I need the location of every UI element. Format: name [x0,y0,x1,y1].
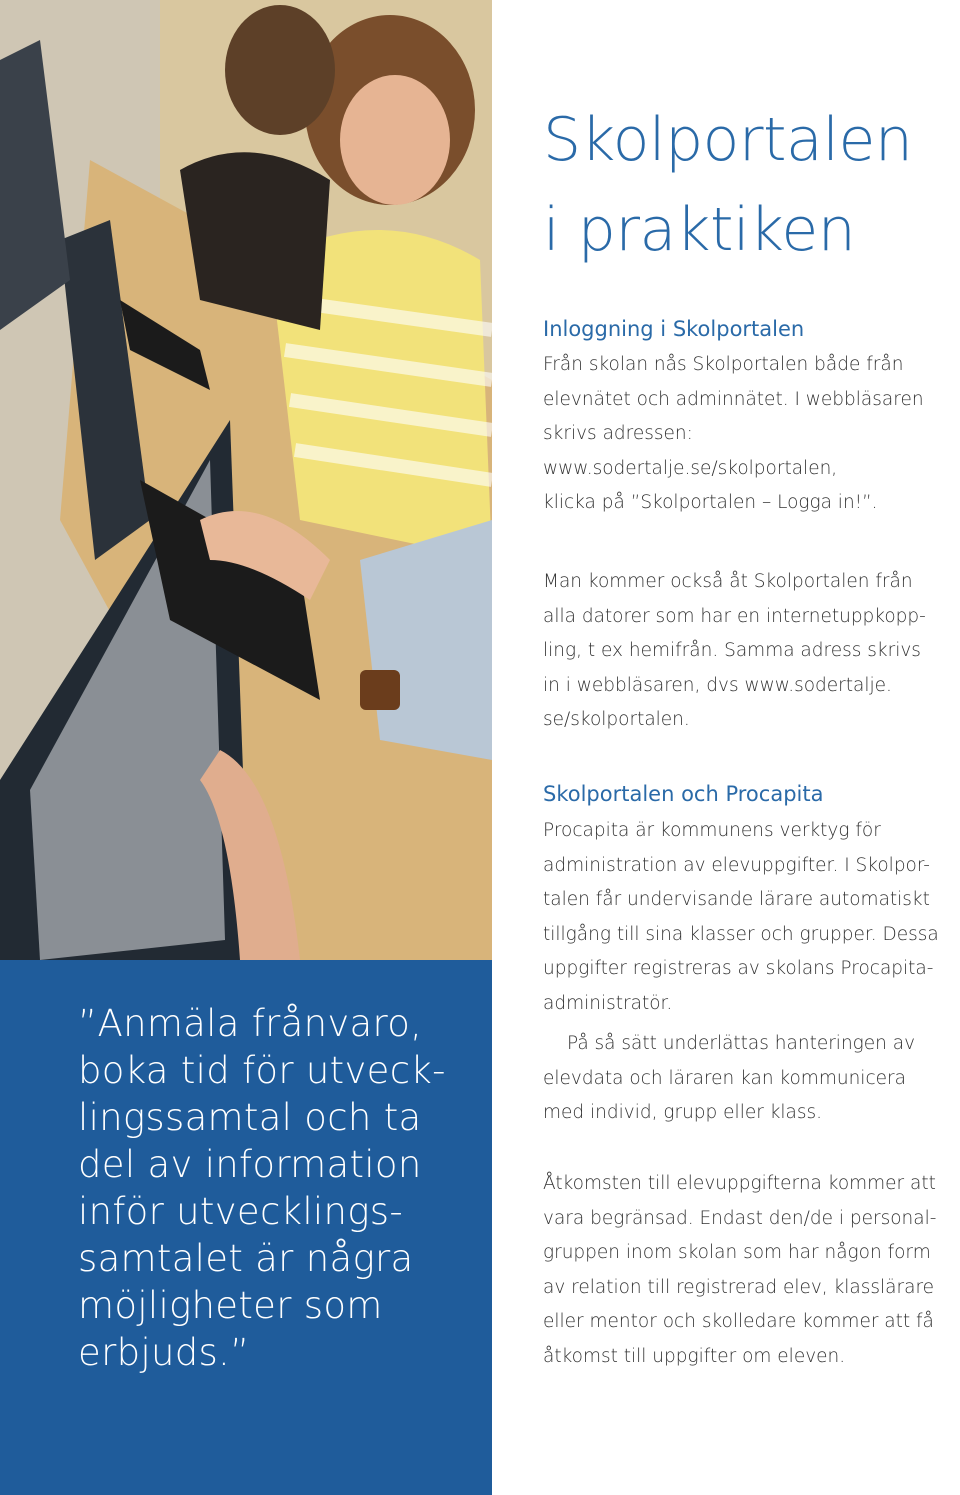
text-line: På så sätt underlättas hanteringen av [567,1033,916,1054]
text-line: Från skolan nås Skolportalen både från [543,354,904,375]
quote-line: möjligheter som [78,1284,383,1327]
pull-quote [78,1000,478,1376]
home-access-paragraph [543,565,953,738]
text-line: se/skolportalen. [543,709,690,730]
text-line: Åtkomsten till elevuppgifterna kommer att [543,1173,936,1194]
text-line: administratör. [543,992,673,1014]
text-line: elevdata och läraren kan kommunicera [543,1067,906,1089]
login-paragraph [543,348,953,521]
text-line: av relation till registrerad elev, klasslärare [543,1276,935,1298]
title-line: i praktiken [543,195,856,265]
benefit-paragraph [543,1027,953,1131]
page-title [543,95,953,275]
quote-line: erbjuds.” [78,1331,250,1374]
text-line: gruppen inom skolan som har någon form [543,1242,931,1263]
text-line: vara begränsad. Endast den/de i personal- [543,1207,937,1229]
procapita-paragraph [543,814,953,1021]
access-paragraph [543,1167,953,1374]
login-heading: Inloggning i Skolportalen [543,317,805,341]
text-line: administration av elevuppgifter. I Skolpor- [543,854,930,876]
text-line: alla datorer som har en internetuppkopp- [543,605,926,627]
text-line: Man kommer också åt Skolportalen från [543,571,913,592]
quote-line: del av information [78,1143,422,1186]
photo-illustration [0,0,492,960]
text-line: talen får undervisande lärare automatiskt [543,889,930,910]
text-line: eller mentor och skolledare kommer att få [543,1311,934,1332]
quote-line: ”Anmäla frånvaro, [78,1002,423,1045]
procapita-heading: Skolportalen och Procapita [543,782,824,806]
text-line: Procapita är kommunens verktyg för [543,820,881,841]
text-line: uppgifter registreras av skolans Procapita- [543,958,934,979]
text-line: ling, t ex hemifrån. Samma adress skrivs [543,640,921,661]
quote-line: samtalet är några [78,1237,414,1280]
text-line: med individ, grupp eller klass. [543,1102,823,1123]
text-line: www.sodertalje.se/skolportalen, [543,457,838,479]
text-line: skrivs adressen: [543,423,693,444]
quote-line: lingssamtal och ta [78,1096,422,1139]
text-line: tillgång till sina klasser och grupper. Dessa [543,923,939,945]
quote-line: inför utvecklings- [78,1190,403,1233]
students-computer-photo [0,0,492,960]
quote-line: boka tid för utveck- [78,1049,446,1092]
text-line: elevnätet och adminnätet. I webbläsaren [543,388,924,410]
text-line: åtkomst till uppgifter om eleven. [543,1345,846,1367]
text-line: klicka på ”Skolportalen – Logga in!”. [543,492,878,513]
text-line: in i webbläsaren, dvs www.sodertalje. [543,674,892,696]
title-line: Skolportalen [543,105,913,175]
